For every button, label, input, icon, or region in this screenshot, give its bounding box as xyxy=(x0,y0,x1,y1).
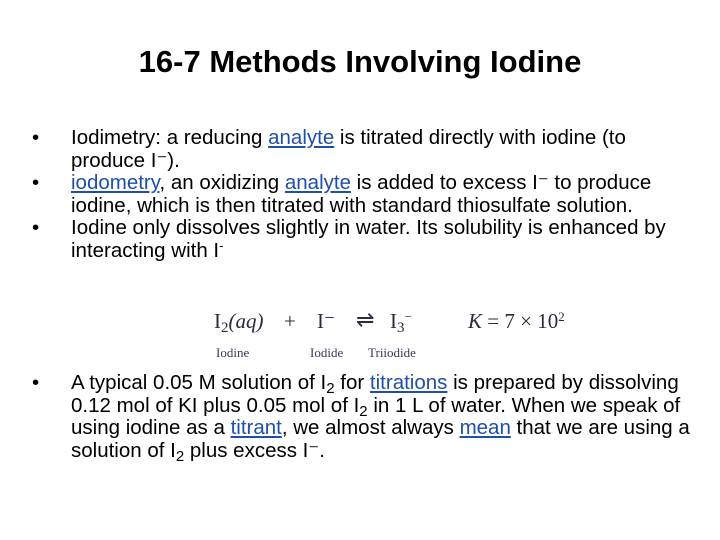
bullet-solubility xyxy=(32,217,692,262)
bullet-list xyxy=(32,127,692,262)
bullet-text: , we almost always xyxy=(281,416,460,439)
bullet-dot: • xyxy=(32,216,40,239)
equilibrium-arrow: ⇌ xyxy=(356,307,373,332)
superscript: - xyxy=(219,237,224,253)
bullet-text: is titrated directly with iodine (to produce I⁻). xyxy=(71,126,626,172)
iodide-label: Iodide xyxy=(310,345,344,360)
bullet-dot: • xyxy=(32,371,40,394)
bullet-text: A typical 0.05 M solution of I xyxy=(71,371,327,394)
bullet-text: Iodine only dissolves slightly in water. Its solubility is enhanced by interacting with I xyxy=(71,216,666,262)
bullet-iodometry xyxy=(32,172,692,217)
iodine-label: Iodine xyxy=(216,345,250,360)
bullet-text: for xyxy=(334,371,370,394)
bullet-text: is prepared by dissolving 0.12 mol of KI plus 0.05 mol of I xyxy=(71,371,679,417)
bullet-text: plus excess I⁻. xyxy=(184,438,325,462)
bullet-iodimetry xyxy=(32,127,692,172)
titrations-link[interactable]: titrations xyxy=(369,371,448,394)
bullet-text: that we are using a solution of I xyxy=(71,416,690,462)
slide-title: 16-7 Methods Involving Iodine xyxy=(138,44,582,79)
subscript: 2 xyxy=(175,447,185,465)
iodide-formula: I⁻ xyxy=(317,309,336,333)
plus-sign: + xyxy=(284,309,296,333)
triiodide-formula: $I_3^-$ xyxy=(390,309,412,336)
bullet-text: is added to excess I⁻ to produce iodine, which is then titrated with standard thiosulfate solution. xyxy=(71,171,652,217)
analyte-link[interactable]: analyte xyxy=(268,126,335,149)
triiodide-label: Triiodide xyxy=(368,345,416,360)
titrant-link[interactable]: titrant xyxy=(230,416,282,439)
bullet-text: Iodimetry: a reducing xyxy=(71,126,269,149)
bullet-typical-solution xyxy=(32,371,692,465)
iodine-formula: $I_2(aq)$ xyxy=(214,309,264,336)
iodometry-link[interactable]: iodometry xyxy=(71,171,160,194)
bullet-text: in 1 L of water. When we speak of using iodine as a xyxy=(71,393,681,439)
equilibrium-constant: $K = 7 \times 10^2$ xyxy=(468,309,565,333)
mean-link[interactable]: mean xyxy=(459,416,511,439)
bullet-list-lower xyxy=(32,371,692,465)
triiodide-equation xyxy=(200,305,620,365)
subscript: 2 xyxy=(359,402,368,420)
subscript: 2 xyxy=(326,380,335,397)
bullet-dot: • xyxy=(32,126,40,149)
bullet-dot: • xyxy=(32,171,40,194)
bullet-text: , an oxidizing xyxy=(159,171,285,194)
analyte-link[interactable]: analyte xyxy=(284,171,351,194)
